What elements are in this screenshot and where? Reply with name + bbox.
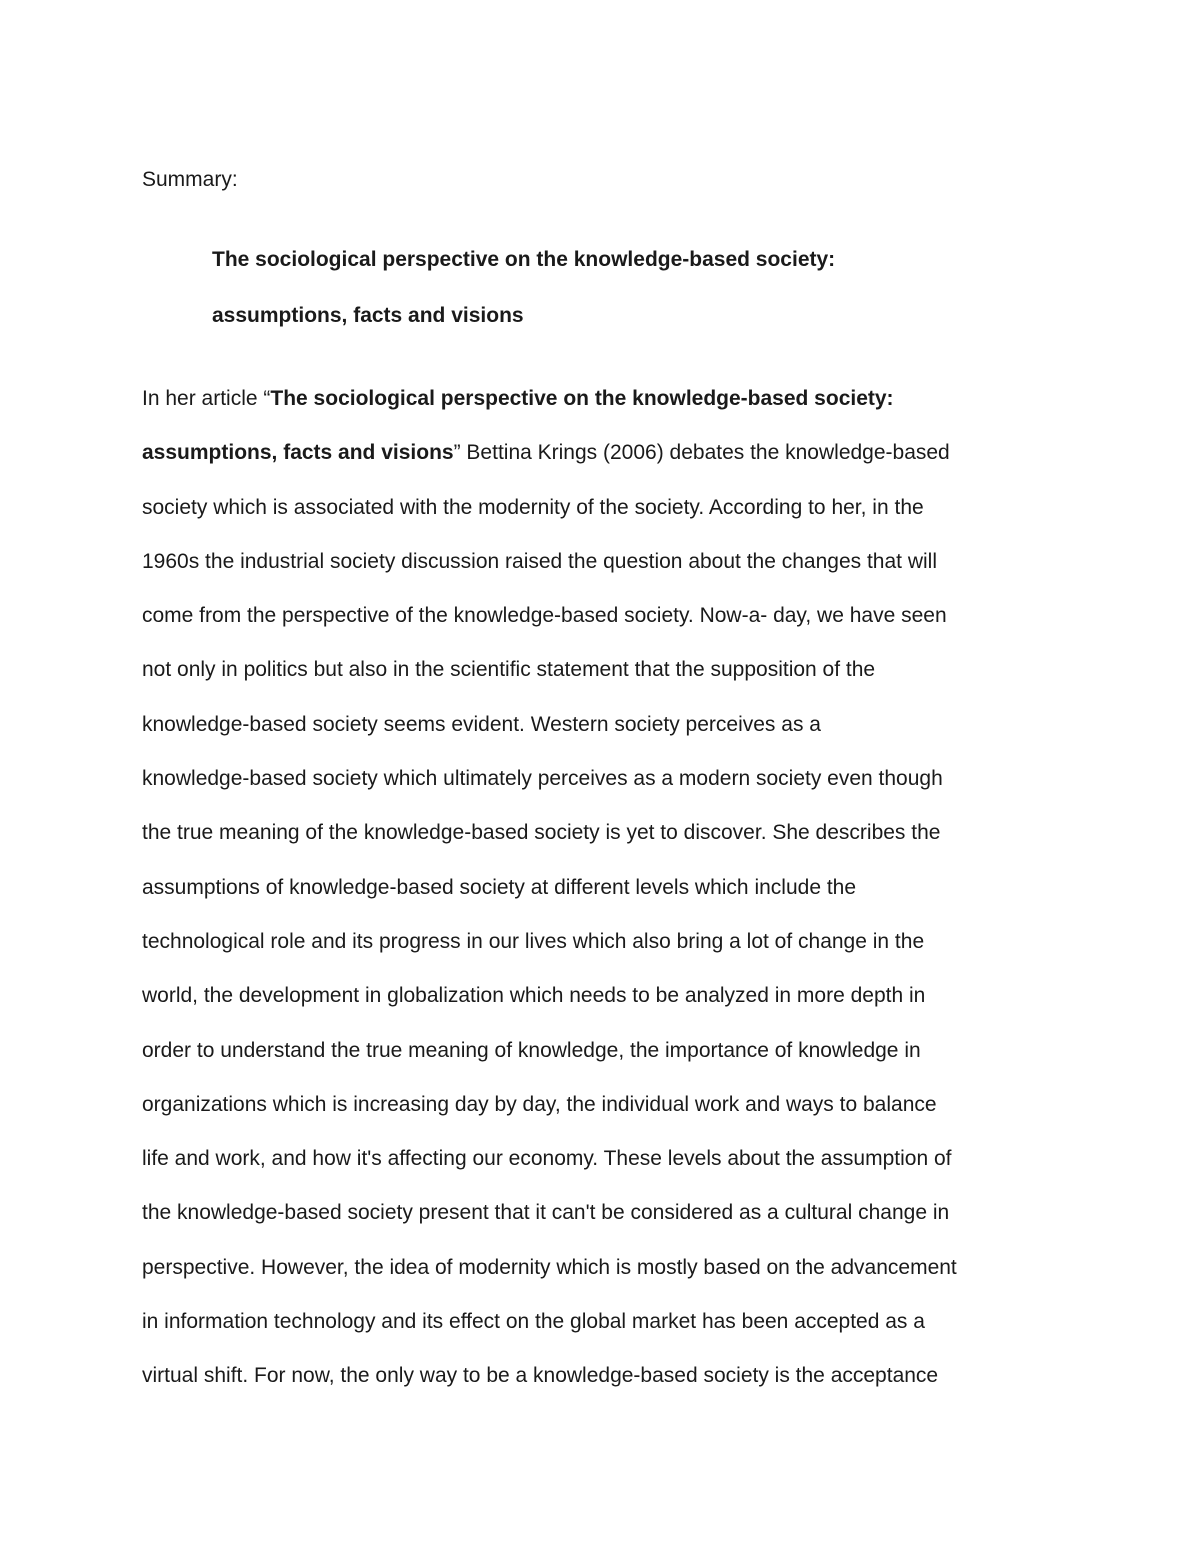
paragraph-line: come from the perspective of the knowledge-based society. Now-a- day, we have seen	[142, 604, 947, 628]
paragraph-line: in information technology and its effect on the global market has been accepted as a	[142, 1310, 925, 1334]
article-title-line-1: The sociological perspective on the knowledge-based society:	[212, 248, 836, 271]
paragraph-line: society which is associated with the modernity of the society. According to her, in the	[142, 495, 924, 519]
paragraph-line: knowledge-based society which ultimately perceives as a modern society even though	[142, 767, 943, 791]
article-title-line-2: assumptions, facts and visions	[212, 304, 524, 327]
paragraph-line: order to understand the true meaning of knowledge, the importance of knowledge in	[142, 1038, 921, 1062]
paragraph-line: organizations which is increasing day by day, the individual work and ways to balance	[142, 1092, 937, 1116]
paragraph-line: world, the development in globalization which needs to be analyzed in more depth in	[142, 984, 926, 1008]
paragraph-line: 1960s the industrial society discussion raised the question about the changes that will	[142, 549, 937, 573]
paragraph-line: assumptions of knowledge-based society at different levels which include the	[142, 875, 857, 899]
paragraph-line: knowledge-based society seems evident. Western society perceives as a	[142, 712, 821, 736]
article-title	[212, 246, 1092, 358]
paragraph-line	[142, 385, 1102, 439]
paragraph-line: virtual shift. For now, the only way to be a knowledge-based society is the acceptance	[142, 1364, 939, 1388]
summary-paragraph	[142, 385, 1102, 1417]
paragraph-text: In her article “	[142, 387, 271, 410]
article-title-inline: The sociological perspective on the knowledge-based society:	[270, 387, 894, 410]
paragraph-line: life and work, and how it's affecting our economy. These levels about the assumption of	[142, 1147, 952, 1171]
paragraph-line: the true meaning of the knowledge-based society is yet to discover. She describes the	[142, 821, 941, 845]
paragraph-line: technological role and its progress in our lives which also bring a lot of change in the	[142, 929, 925, 953]
paragraph-line: perspective. However, the idea of modernity which is mostly based on the advancement	[142, 1255, 957, 1279]
paragraph-line: not only in politics but also in the scientific statement that the supposition of the	[142, 658, 876, 682]
summary-label: Summary:	[142, 168, 238, 191]
paragraph-text: ” Bettina Krings (2006) debates the knowledge-based	[453, 441, 950, 465]
paragraph-line: the knowledge-based society present that it can't be considered as a cultural change in	[142, 1201, 950, 1225]
paragraph-line	[142, 439, 1102, 493]
article-title-inline: assumptions, facts and visions	[142, 441, 454, 465]
